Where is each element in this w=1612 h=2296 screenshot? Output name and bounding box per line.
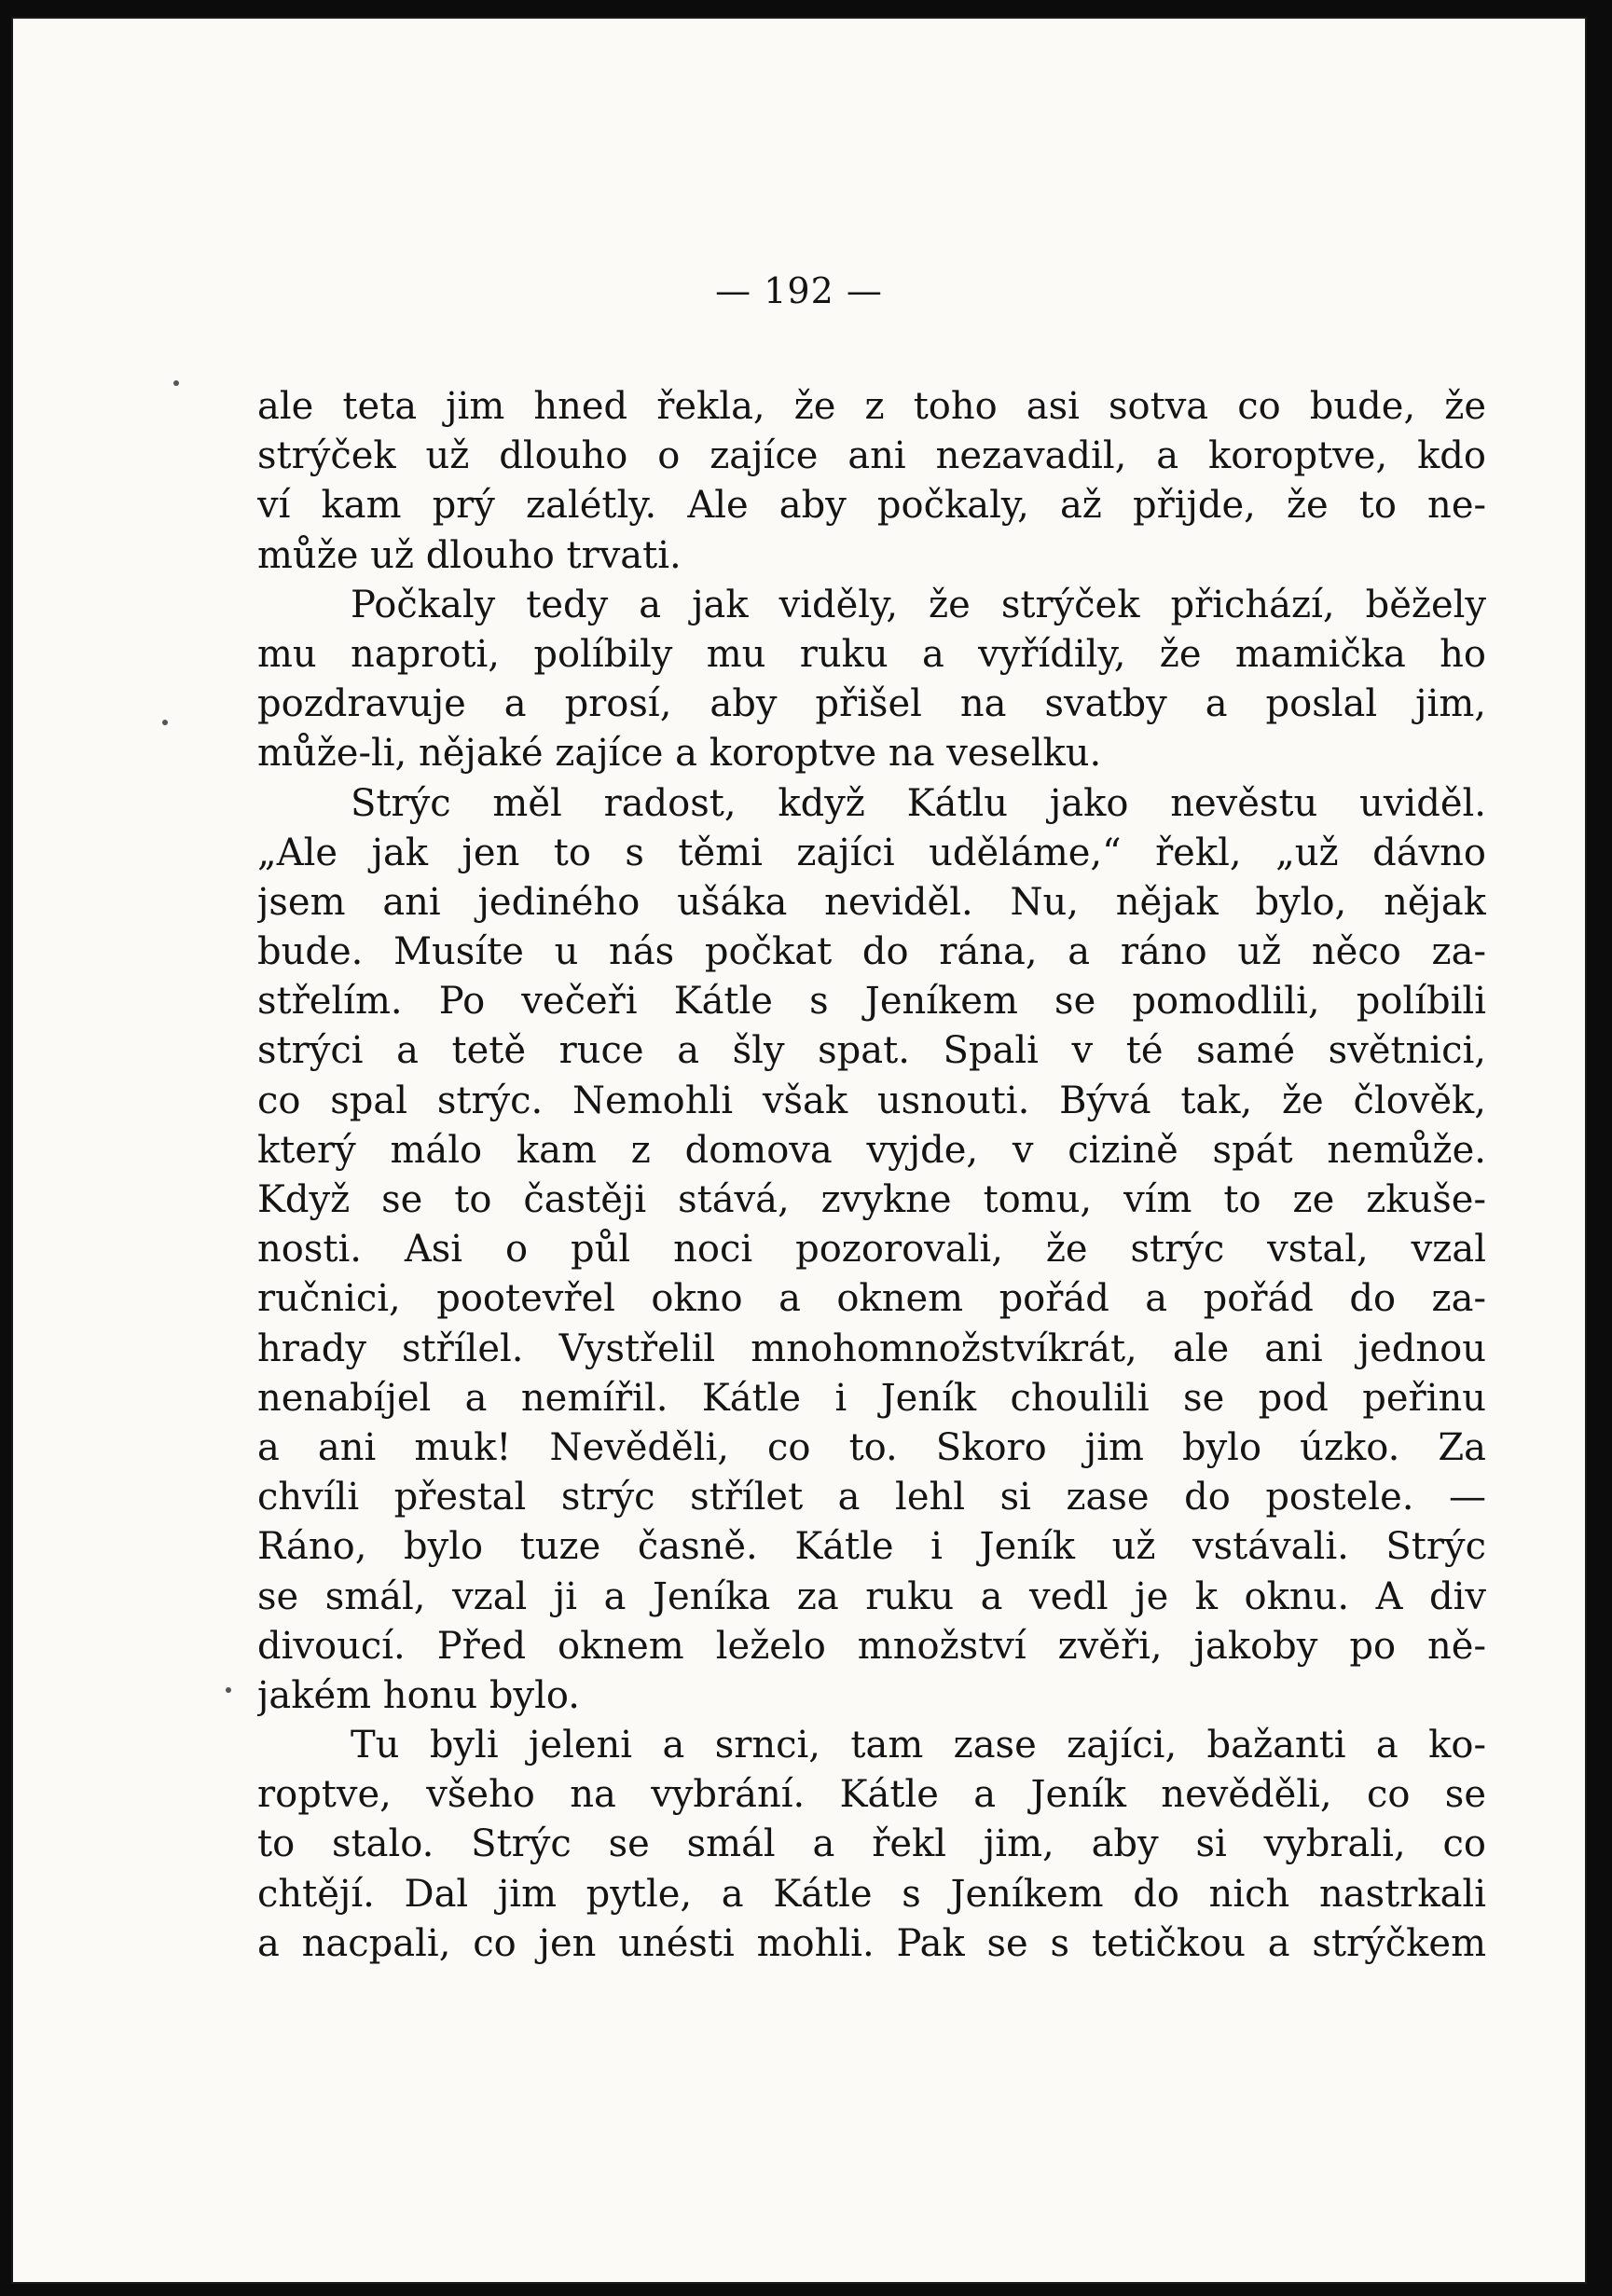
body-text [257,382,1486,1969]
text-line: Ráno, bylo tuze časně. Kátle i Jeník už vstávali. Strýc [257,1525,1486,1569]
text-line: ví kam prý zalétly. Ale aby počkaly, až přijde, že to ne- [257,484,1486,528]
text-line: mu naproti, políbily mu ruku a vyřídily, že mamička ho [257,632,1486,676]
text-line: strýci a tetě ruce a šly spat. Spali v té samé světnici, [257,1029,1486,1073]
text-line: chvíli přestal strýc střílet a lehl si zase do postele. — [257,1476,1486,1519]
text-line: roptve, všeho na vybrání. Kátle a Jeník nevěděli, co se [257,1773,1486,1817]
scan-speck [226,1687,231,1693]
text-line: nenabíjel a nemířil. Kátle i Jeník choulili se pod peřinu [257,1376,1486,1420]
text-line: Když se to častěji stává, zvykne tomu, vím to ze zkuše- [257,1178,1486,1221]
text-line: divoucí. Před oknem leželo množství zvěři, jakoby po ně- [257,1624,1486,1668]
text-line: jakém honu bylo. [257,1673,580,1717]
scan-speck [162,720,168,725]
text-line: ale teta jim hned řekla, že z toho asi sotva co bude, že [257,385,1486,428]
text-line: který málo kam z domova vyjde, v cizině spát nemůže. [257,1128,1486,1172]
text-line: se smál, vzal ji a Jeníka za ruku a vedl je k oknu. A div [257,1574,1486,1618]
text-line: to stalo. Strýc se smál a řekl jim, aby si vybrali, co [257,1822,1486,1866]
text-line: hrady střílel. Vystřelil mnohomnožstvíkrát, ale ani jednou [257,1327,1486,1370]
text-line: nosti. Asi o půl noci pozorovali, že strýc vstal, vzal [257,1228,1486,1272]
text-line: „Ale jak jen to s těmi zajíci uděláme,“ řekl, „už dávno [257,831,1486,874]
text-line: Strýc měl radost, když Kátlu jako nevěstu uviděl. [351,781,1486,825]
text-line: strýček už dlouho o zajíce ani nezavadil, a koroptve, kdo [257,434,1486,478]
scan-speck [173,380,179,386]
text-line: jsem ani jediného ušáka neviděl. Nu, nějak bylo, nějak [257,880,1486,924]
text-line: bude. Musíte u nás počkat do rána, a ráno už něco za- [257,930,1486,974]
book-page [13,19,1585,2282]
text-line: a nacpali, co jen unésti mohli. Pak se s tetičkou a strýčkem [257,1921,1486,1965]
text-line: Tu byli jeleni a srnci, tam zase zajíci, bažanti a ko- [351,1724,1486,1767]
text-line: může už dlouho trvati. [257,533,682,577]
text-line: může-li, nějaké zajíce a koroptve na veselku. [257,732,1102,776]
text-line: Počkaly tedy a jak viděly, že strýček přichází, běžely [351,583,1486,626]
text-line: pozdravuje a prosí, aby přišel na svatby a poslal jim, [257,682,1486,726]
page-number: — 192 — [715,270,883,311]
text-line: ručnici, pootevřel okno a oknem pořád a pořád do za- [257,1277,1486,1321]
text-line: chtějí. Dal jim pytle, a Kátle s Jeníkem do nich nastrkali [257,1872,1486,1916]
text-line: střelím. Po večeři Kátle s Jeníkem se pomodlili, políbili [257,980,1486,1024]
text-line: co spal strýc. Nemohli však usnouti. Bývá tak, že člověk, [257,1079,1486,1122]
text-line: a ani muk! Nevěděli, co to. Skoro jim bylo úzko. Za [257,1425,1486,1469]
